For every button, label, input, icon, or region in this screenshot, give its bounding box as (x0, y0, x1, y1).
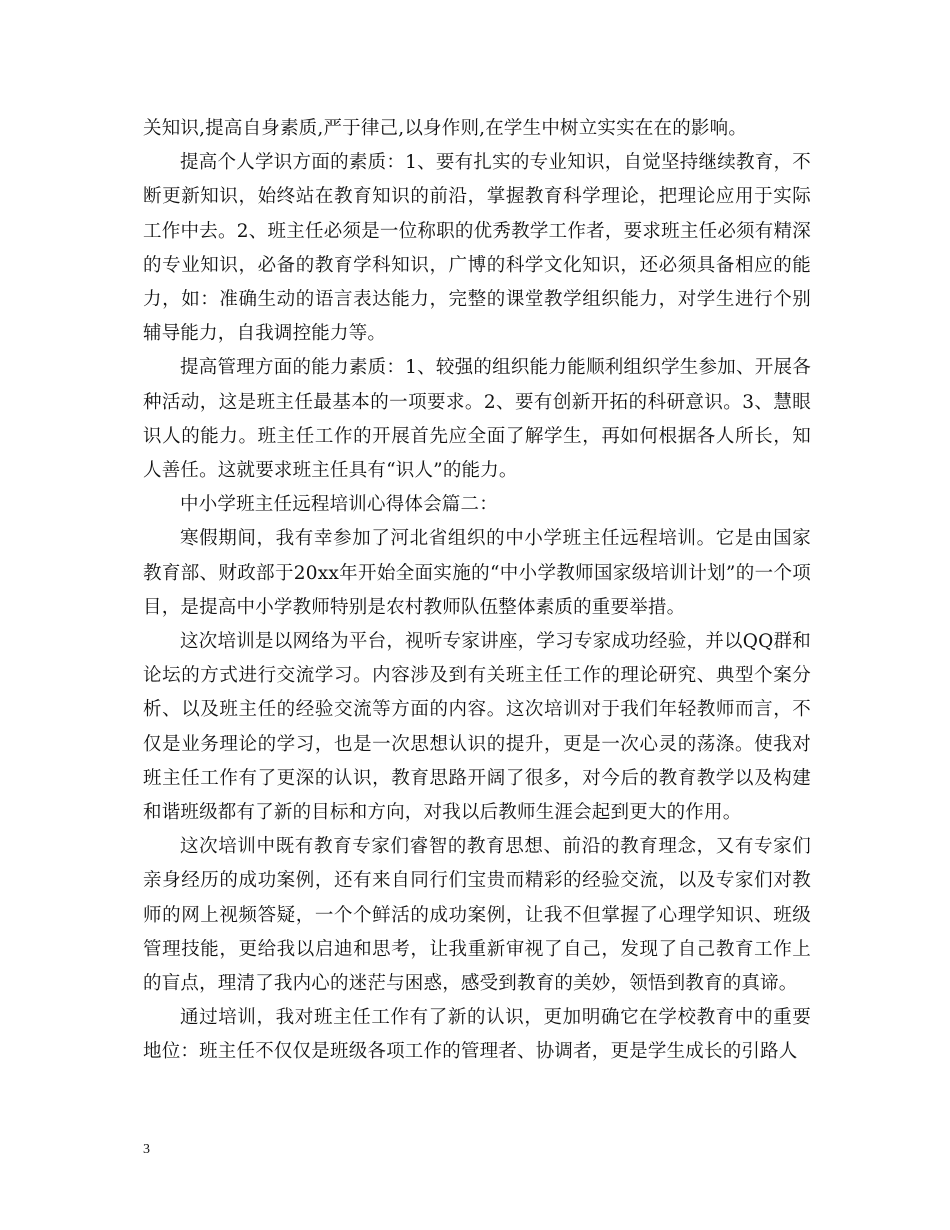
paragraph: 提高管理方面的能力素质：1、较强的组织能力能顺利组织学生参加、开展各种活动，这是班主任最基本的一项要求。2、要有创新开拓的科研意识。3、慧眼识人的能力。班主任工作的开展首先应全面了解学生，再如何根据各人所长，知人善任。这就要求班主任具有“识人”的能力。 (143, 357, 811, 482)
section-heading: 中小学班主任远程培训心得体会篇二： (180, 494, 498, 516)
paragraph: 寒假期间，我有幸参加了河北省组织的中小学班主任远程培训。它是由国家教育部、财政部于20xx年开始全面实施的“中小学教师国家级培训计划”的一个项目，是提高中小学教师特别是农村教师队伍整体素质的重要举措。 (143, 528, 811, 618)
document-body (143, 112, 811, 1070)
paragraph: 关知识,提高自身素质,严于律己,以身作则,在学生中树立实实在在的影响。 (143, 118, 748, 139)
page-number: 3 (143, 1142, 150, 1157)
paragraph: 这次培训中既有教育专家们睿智的教育思想、前沿的教育理念，又有专家们亲身经历的成功案例，还有来自同行们宝贵而精彩的经验交流，以及专家们对教师的网上视频答疑，一个个鲜活的成功案例，让我不但掌握了心理学知识、班级管理技能，更给我以启迪和思考，让我重新审视了自己，发现了自己教育工作上的盲点，理清了我内心的迷茫与困惑，感受到教育的美妙，领悟到教育的真谛。 (143, 836, 811, 995)
paragraph: 提高个人学识方面的素质：1、要有扎实的专业知识，自觉坚持继续教育，不断更新知识，始终站在教育知识的前沿，掌握教育科学理论，把理论应用于实际工作中去。2、班主任必须是一位称职的优秀教学工作者，要求班主任必须有精深的专业知识，必备的教育学科知识，广博的科学文化知识，还必须具备相应的能力，如：准确生动的语言表达能力，完整的课堂教学组织能力，对学生进行个别辅导能力，自我调控能力等。 (143, 152, 811, 345)
paragraph: 这次培训是以网络为平台，视听专家讲座，学习专家成功经验，并以QQ群和论坛的方式进行交流学习。内容涉及到有关班主任工作的理论研究、典型个案分析、以及班主任的经验交流等方面的内容。这次培训对于我们年轻教师而言，不仅是业务理论的学习，也是一次思想认识的提升，更是一次心灵的荡涤。使我对班主任工作有了更深的认识，教育思路开阔了很多，对今后的教育教学以及构建和谐班级都有了新的目标和方向，对我以后教师生涯会起到更大的作用。 (143, 631, 811, 824)
paragraph: 通过培训，我对班主任工作有了新的认识，更加明确它在学校教育中的重要地位：班主任不仅仅是班级各项工作的管理者、协调者，更是学生成长的引路人 (143, 1007, 811, 1063)
